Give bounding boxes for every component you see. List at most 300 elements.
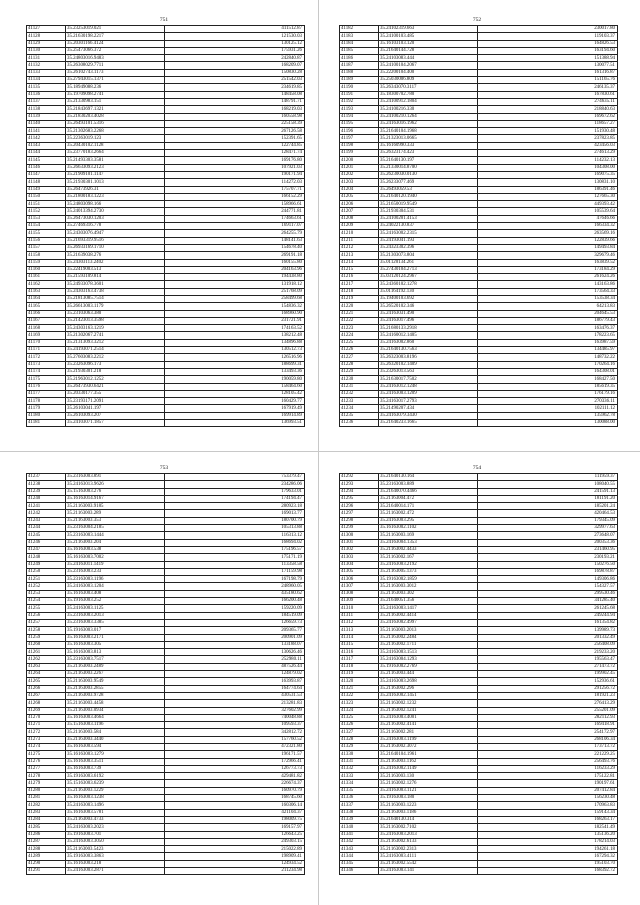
row-id-cell: 41215: [340, 266, 379, 273]
row-id-cell: 41319: [340, 671, 379, 678]
code-cell: 35.21640070.4466: [379, 488, 478, 495]
table-row: [340, 62, 618, 69]
row-id-cell: 41261: [27, 649, 66, 656]
table-row: [340, 303, 618, 310]
code-cell: 35.23193171.2091: [66, 398, 165, 405]
amount-cell: 172966.41: [165, 758, 305, 765]
table-row: [340, 69, 618, 76]
amount-cell: 166200.48: [165, 598, 305, 605]
table-row: [27, 128, 305, 135]
amount-cell: 188699.31: [165, 361, 305, 368]
row-id-cell: 41216: [340, 274, 379, 281]
table-row: [27, 186, 305, 193]
row-id-cell: 41190: [340, 84, 379, 91]
row-id-cell: 41219: [340, 295, 379, 302]
row-id-cell: 41145: [27, 157, 66, 164]
page-panel-752: [339, 15, 618, 427]
code-cell: 35.24163003.1204: [66, 583, 165, 590]
row-id-cell: 41279: [27, 780, 66, 787]
table-row: [340, 201, 618, 208]
code-cell: 35.24303163.4738: [66, 288, 165, 295]
amount-cell: 186391.46: [478, 186, 618, 193]
table-row: [27, 824, 305, 831]
amount-cell: 274613.29: [478, 150, 618, 157]
code-cell: 35.21630198.2217: [66, 33, 165, 40]
amount-cell: 270336.11: [478, 398, 618, 405]
table-row: [27, 412, 305, 419]
table-row: [340, 546, 618, 553]
amount-cell: 231721.91: [165, 317, 305, 324]
table-row: [27, 347, 305, 354]
row-id-cell: 41204: [340, 186, 379, 193]
code-cell: 35.16163003.5781: [66, 809, 165, 816]
row-id-cell: 41296: [340, 503, 379, 510]
amount-cell: 204645.53: [478, 310, 618, 317]
row-id-cell: 41184: [340, 40, 379, 47]
amount-cell: 143163.86: [478, 281, 618, 288]
table-row: [340, 816, 618, 823]
amount-cell: 121530.03: [165, 33, 305, 40]
row-id-cell: 41212: [340, 244, 379, 251]
table-row: [27, 310, 305, 317]
code-cell: 35.24100210.1264: [379, 113, 478, 120]
amount-cell: 207412.84: [478, 787, 618, 794]
table-row: [27, 685, 305, 692]
row-id-cell: 41344: [340, 853, 379, 860]
code-cell: 35.25473066.372: [66, 47, 165, 54]
row-id-cell: 41317: [340, 656, 379, 663]
row-id-cell: 41240: [27, 495, 66, 502]
code-cell: 35.26613003.1179: [66, 303, 165, 310]
amount-cell: 159143.34: [478, 809, 618, 816]
code-cell: 35.21163002.281: [379, 729, 478, 736]
code-cell: 35.21163002.1276: [379, 780, 478, 787]
table-row: [27, 164, 305, 171]
amount-cell: 411512.87: [165, 26, 305, 33]
amount-cell: 130831.10: [478, 179, 618, 186]
code-cell: 35.21163002.4433: [379, 546, 478, 553]
amount-cell: 174663.61: [165, 215, 305, 222]
row-id-cell: 41290: [27, 860, 66, 867]
table-row: [27, 743, 305, 750]
code-cell: 35.15163003.276: [66, 488, 165, 495]
amount-cell: 252980.11: [165, 656, 305, 663]
row-id-cell: 41133: [27, 69, 66, 76]
row-id-cell: 41139: [27, 113, 66, 120]
table-row: [27, 765, 305, 772]
row-id-cell: 41158: [27, 252, 66, 259]
table-row: [340, 325, 618, 332]
code-cell: 35.21163002.1711: [379, 641, 478, 648]
row-id-cell: 41235: [340, 412, 379, 419]
row-id-cell: 41272: [27, 729, 66, 736]
row-id-cell: 41144: [27, 150, 66, 157]
amount-cell: 204163.96: [165, 266, 305, 273]
row-id-cell: 41130: [27, 47, 66, 54]
code-cell: 35.24022130.837: [379, 223, 478, 230]
row-id-cell: 41313: [340, 627, 379, 634]
amount-cell: 122744.85: [165, 142, 305, 149]
amount-cell: 164826.53: [478, 40, 618, 47]
row-id-cell: 41187: [340, 62, 379, 69]
row-id-cell: 41325: [340, 714, 379, 721]
row-id-cell: 41318: [340, 663, 379, 670]
row-id-cell: 41153: [27, 215, 66, 222]
row-id-cell: 41327: [340, 729, 379, 736]
table-row: [27, 598, 305, 605]
amount-cell: 740048.88: [165, 714, 305, 721]
amount-cell: 241591.13: [478, 488, 618, 495]
code-cell: 35.21963012.1252: [66, 376, 165, 383]
code-cell: 35.24100912.1804: [379, 98, 478, 105]
amount-cell: 169117.07: [165, 223, 305, 230]
code-cell: 35.23163003.233: [66, 568, 165, 575]
table-row: [340, 120, 618, 127]
amount-cell: 167919.49: [165, 405, 305, 412]
amount-cell: 130088.00: [478, 420, 618, 427]
code-cell: 35.24303163.1219: [66, 325, 165, 332]
amount-cell: 130512.73: [165, 347, 305, 354]
code-cell: 35.16163003.408: [66, 590, 165, 597]
code-cell: 35.19400103.692: [379, 295, 478, 302]
code-cell: 35.21163003.204: [66, 539, 165, 546]
amount-cell: 251768.09: [165, 288, 305, 295]
row-id-cell: 41162: [27, 281, 66, 288]
code-cell: 35.21640130.7563: [379, 347, 478, 354]
table-row: [340, 142, 618, 149]
amount-cell: 280923.18: [165, 503, 305, 510]
row-id-cell: 41316: [340, 649, 379, 656]
code-cell: 35.19163003.252: [66, 598, 165, 605]
table-row: [340, 751, 618, 758]
code-cell: 35.21909101.1147: [66, 171, 165, 178]
amount-cell: 219233.20: [478, 649, 618, 656]
page-panel-751: [26, 15, 305, 427]
amount-cell: 420464.53: [478, 510, 618, 517]
table-row: [27, 729, 305, 736]
table-row: [340, 729, 618, 736]
row-id-cell: 41245: [27, 532, 66, 539]
row-id-cell: 41315: [340, 641, 379, 648]
table-row: [27, 252, 305, 259]
code-cell: 35.19163002.1859: [379, 576, 478, 583]
amount-cell: 190197.61: [478, 780, 618, 787]
table-row: [27, 692, 305, 699]
row-id-cell: 41199: [340, 150, 379, 157]
code-cell: 35.18300702.780: [379, 91, 478, 98]
table-row: [27, 26, 305, 33]
row-id-cell: 41343: [340, 846, 379, 853]
row-id-cell: 41337: [340, 802, 379, 809]
amount-cell: 169672.62: [478, 113, 618, 120]
row-id-cell: 41260: [27, 641, 66, 648]
row-id-cell: 41258: [27, 627, 66, 634]
amount-cell: 105313.88: [165, 525, 305, 532]
row-id-cell: 41306: [340, 576, 379, 583]
table-row: [340, 252, 618, 259]
row-id-cell: 41188: [340, 69, 379, 76]
code-cell: 35.21163003.1162: [379, 758, 478, 765]
amount-cell: 124934.52: [165, 860, 305, 867]
table-row: [27, 671, 305, 678]
table-row: [340, 481, 618, 488]
code-cell: 35.21163003.3440: [66, 736, 165, 743]
amount-cell: 138212.48: [165, 332, 305, 339]
code-cell: 35.21640130.164: [379, 474, 478, 481]
code-cell: 35.21163003.1186: [379, 809, 478, 816]
code-cell: 35.15163003.1196: [66, 722, 165, 729]
amount-cell: 170264.16: [478, 361, 618, 368]
amount-cell: 163476.37: [478, 325, 618, 332]
row-id-cell: 41311: [340, 612, 379, 619]
table-row: [340, 474, 618, 481]
page-number: 753: [159, 465, 169, 471]
amount-cell: 169157.97: [165, 824, 305, 831]
code-cell: 35.21163002.6133: [379, 838, 478, 845]
table-row: [340, 390, 618, 397]
code-cell: 35.20430102.1128: [66, 142, 165, 149]
table-row: [27, 517, 305, 524]
table-row: [340, 398, 618, 405]
code-cell: 35.24163003.4001: [379, 714, 478, 721]
row-id-cell: 41288: [27, 846, 66, 853]
table-row: [340, 532, 618, 539]
code-cell: 35.21163003.1229: [66, 787, 165, 794]
code-cell: 35.21302067.2741: [66, 332, 165, 339]
amount-cell: 118657.27: [478, 120, 618, 127]
table-row: [340, 758, 618, 765]
amount-cell: 200353.36: [478, 539, 618, 546]
row-id-cell: 41266: [27, 685, 66, 692]
row-id-cell: 41292: [340, 474, 379, 481]
code-cell: 35.23163003.2013: [66, 612, 165, 619]
row-id-cell: 41335: [340, 787, 379, 794]
code-cell: 35.21163002.167: [379, 554, 478, 561]
table-row: [340, 539, 618, 546]
table-row: [27, 532, 305, 539]
row-id-cell: 41183: [340, 33, 379, 40]
row-id-cell: 41195: [340, 120, 379, 127]
table-row: [340, 47, 618, 54]
row-id-cell: 41285: [27, 824, 66, 831]
code-cell: 35.26933169.1710: [66, 244, 165, 251]
row-id-cell: 41135: [27, 84, 66, 91]
table-row: [340, 420, 618, 427]
table-row: [340, 780, 618, 787]
row-id-cell: 41202: [340, 171, 379, 178]
page-divider-horizontal: [0, 451, 640, 452]
page-panel-753: [26, 463, 305, 875]
row-id-cell: 41322: [340, 692, 379, 699]
table-row: [340, 714, 618, 721]
amount-cell: 421104.37: [165, 809, 305, 816]
table-row: [340, 266, 618, 273]
table-row: [27, 481, 305, 488]
table-row: [340, 649, 618, 656]
amount-cell: 180700.79: [165, 517, 305, 524]
row-id-cell: 41232: [340, 390, 379, 397]
amount-cell: 225158.39: [165, 120, 305, 127]
row-id-cell: 41149: [27, 186, 66, 193]
amount-cell: 133493.36: [165, 368, 305, 375]
table-row: [27, 40, 305, 47]
row-id-cell: 41286: [27, 831, 66, 838]
table-row: [27, 554, 305, 561]
table-row: [340, 186, 618, 193]
page-panel-754: [339, 463, 618, 875]
amount-cell: 104308.00: [478, 164, 618, 171]
code-cell: 35.24303076.4947: [66, 230, 165, 237]
code-cell: 35.21163003.289: [66, 510, 165, 517]
row-id-cell: 41302: [340, 546, 379, 553]
code-cell: 35.24303113.2402: [66, 259, 165, 266]
row-id-cell: 41236: [340, 420, 379, 427]
table-row: [340, 831, 618, 838]
row-id-cell: 41268: [27, 700, 66, 707]
code-cell: 35.24103083.444: [379, 55, 478, 62]
row-id-cell: 41152: [27, 208, 66, 215]
amount-cell: 167198.79: [165, 576, 305, 583]
code-cell: 35.16163003.218: [66, 860, 165, 867]
row-id-cell: 41334: [340, 780, 379, 787]
code-cell: 35.26493059.53: [379, 186, 478, 193]
table-row: [27, 383, 305, 390]
table-row: [27, 576, 305, 583]
amount-cell: 200901.09: [165, 634, 305, 641]
page-number: 752: [472, 17, 482, 23]
amount-cell: 178214.03: [478, 838, 618, 845]
row-id-cell: 41191: [340, 91, 379, 98]
row-id-cell: 41140: [27, 120, 66, 127]
code-cell: 35.21163002.7102: [379, 824, 478, 831]
table-row: [27, 281, 305, 288]
table-row: [27, 802, 305, 809]
row-id-cell: 41174: [27, 368, 66, 375]
amount-cell: 430531.53: [165, 692, 305, 699]
row-id-cell: 41137: [27, 98, 66, 105]
amount-cell: 273648.07: [478, 532, 618, 539]
row-id-cell: 41167: [27, 317, 66, 324]
table-row: [27, 795, 305, 802]
table-row: [27, 376, 305, 383]
amount-cell: 274635.11: [478, 98, 618, 105]
table-row: [340, 91, 618, 98]
amount-cell: 126773.73: [165, 765, 305, 772]
table-row: [340, 259, 618, 266]
amount-cell: 133188.07: [165, 641, 305, 648]
table-row: [340, 128, 618, 135]
row-id-cell: 41163: [27, 288, 66, 295]
code-cell: 35.19163003.017: [66, 627, 165, 634]
table-row: [27, 656, 305, 663]
code-cell: 35.23770183.2664: [66, 150, 165, 157]
amount-cell: 487526.44: [165, 663, 305, 670]
row-id-cell: 41223: [340, 325, 379, 332]
table-row: [340, 824, 618, 831]
row-id-cell: 41250: [27, 568, 66, 575]
amount-cell: 254172.97: [478, 729, 618, 736]
row-id-cell: 41213: [340, 252, 379, 259]
code-cell: 35.27603083.2212: [66, 354, 165, 361]
code-cell: 35.26473930.6421: [66, 383, 165, 390]
amount-cell: 64213.83: [478, 303, 618, 310]
code-cell: 35.23263013.563: [379, 368, 478, 375]
code-cell: 35.21163003.584: [66, 729, 165, 736]
amount-cell: 116233.29: [478, 765, 618, 772]
amount-cell: 161354.82: [478, 619, 618, 626]
code-cell: 35.23163003.1444: [66, 532, 165, 539]
amount-cell: 195563.47: [478, 656, 618, 663]
row-id-cell: 41307: [340, 583, 379, 590]
amount-cell: 194438.80: [165, 274, 305, 281]
amount-cell: 114272.03: [165, 179, 305, 186]
row-id-cell: 41230: [340, 376, 379, 383]
table-row: [27, 722, 305, 729]
amount-cell: 152936.61: [478, 678, 618, 685]
code-cell: 35.21640104.1961: [379, 751, 478, 758]
table-row: [27, 663, 305, 670]
code-cell: 35.26230030.0130: [379, 171, 478, 178]
amount-cell: 160558.98: [165, 113, 305, 120]
row-id-cell: 41238: [27, 481, 66, 488]
row-id-cell: 41179: [27, 405, 66, 412]
row-id-cell: 41128: [27, 33, 66, 40]
code-cell: 35.01164192.130: [379, 288, 478, 295]
code-cell: 35.24163003.141: [379, 868, 478, 875]
table-row: [27, 368, 305, 375]
code-cell: 35.21163003.353: [66, 517, 165, 524]
table-row: [27, 215, 305, 222]
amount-cell: 329679.46: [478, 252, 618, 259]
row-id-cell: 41342: [340, 838, 379, 845]
code-cell: 35.24013394.2730: [66, 208, 165, 215]
code-cell: 35.24193071.2514: [66, 347, 165, 354]
row-id-cell: 41196: [340, 128, 379, 135]
row-id-cell: 41180: [27, 412, 66, 419]
amount-cell: 190059.80: [165, 376, 305, 383]
amount-cell: 201332.49: [478, 634, 618, 641]
amount-cell: 255201.09: [478, 707, 618, 714]
code-cell: 35.24163003.2698: [379, 678, 478, 685]
amount-cell: 167294.32: [478, 853, 618, 860]
table-row: [340, 376, 618, 383]
code-cell: 35.21640051.356: [379, 598, 478, 605]
code-cell: 35.23163003.889: [379, 481, 478, 488]
table-row: [340, 554, 618, 561]
row-id-cell: 41312: [340, 619, 379, 626]
amount-cell: 126659.73: [165, 619, 305, 626]
amount-cell: 127665.30: [478, 193, 618, 200]
table-row: [340, 77, 618, 84]
row-id-cell: 41310: [340, 605, 379, 612]
row-id-cell: 41265: [27, 678, 66, 685]
amount-cell: 472321.80: [165, 743, 305, 750]
table-row: [340, 605, 618, 612]
row-id-cell: 41169: [27, 332, 66, 339]
row-id-cell: 41294: [340, 488, 379, 495]
row-id-cell: 41241: [27, 503, 66, 510]
amount-cell: 168745.60: [165, 795, 305, 802]
amount-cell: 109593.37: [165, 722, 305, 729]
amount-cell: 215022.89: [165, 846, 305, 853]
code-cell: 35.24163002.1451: [379, 692, 478, 699]
table-row: [340, 853, 618, 860]
row-id-cell: 41225: [340, 339, 379, 346]
code-cell: 35.21640233.1665: [379, 420, 478, 427]
row-id-cell: 41259: [27, 634, 66, 641]
code-cell: 35.21493303.3581: [66, 157, 165, 164]
code-cell: 35.21163002.4414: [379, 612, 478, 619]
